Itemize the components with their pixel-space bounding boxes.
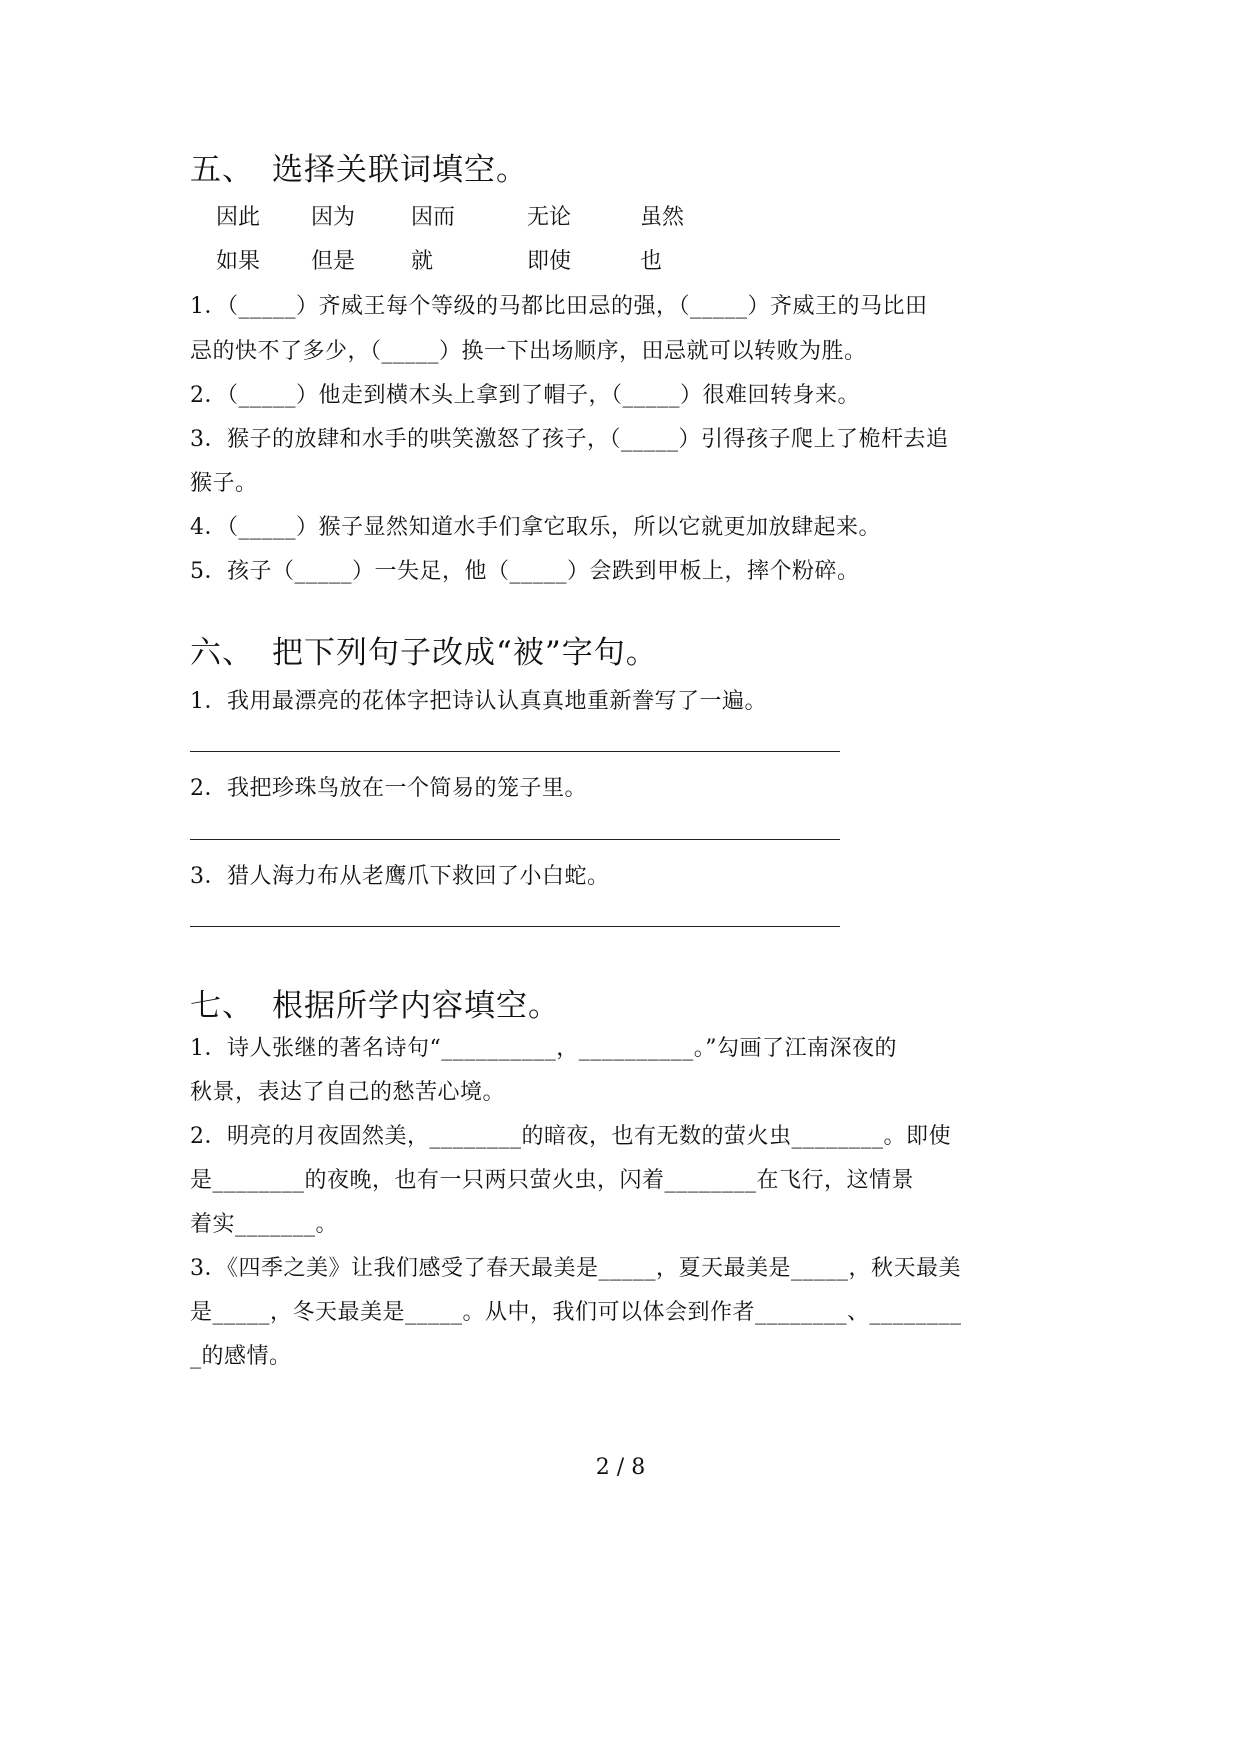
rewrite-item: 3．猎人海力布从老鹰爪下救回了小白蛇。 xyxy=(190,864,610,889)
fill-line: 2．明亮的月夜固然美，________的暗夜，也有无数的萤火虫________。即使 xyxy=(190,1124,951,1149)
word-bank-item: 因而 xyxy=(411,205,456,230)
rewrite-item: 2．我把珍珠鸟放在一个简易的笼子里。 xyxy=(190,776,587,801)
section-7-heading xyxy=(190,980,560,1025)
fill-line: 1．诗人张继的著名诗句“__________，__________。”勾画了江南深夜的 xyxy=(190,1036,897,1061)
word-bank-item: 就 xyxy=(411,249,434,274)
fill-line: 3．《四季之美》让我们感受了春天最美是_____，夏天最美是_____，秋天最美 xyxy=(190,1256,961,1281)
section-5-title: 选择关联词填空。 xyxy=(272,152,528,188)
question-line: 忌的快不了多少，（_____）换一下出场顺序，田忌就可以转败为胜。 xyxy=(190,339,867,364)
answer-line[interactable] xyxy=(190,926,840,927)
section-7-number: 七、 xyxy=(190,988,254,1024)
question-line: 4．（_____）猴子显然知道水手们拿它取乐，所以它就更加放肆起来。 xyxy=(190,515,881,540)
answer-line[interactable] xyxy=(190,751,840,752)
word-bank-item: 虽然 xyxy=(640,205,685,230)
fill-line: _的感情。 xyxy=(190,1344,292,1369)
fill-line: 秋景，表达了自己的愁苦心境。 xyxy=(190,1080,506,1105)
section-6-number: 六、 xyxy=(190,635,254,671)
word-bank-item: 也 xyxy=(640,249,663,274)
question-line: 3．猴子的放肆和水手的哄笑激怒了孩子，（_____）引得孩子爬上了桅杆去追 xyxy=(190,427,949,452)
section-7-title: 根据所学内容填空。 xyxy=(272,988,560,1024)
fill-line: 是________的夜晚，也有一只两只萤火虫，闪着________在飞行，这情景 xyxy=(190,1168,915,1193)
section-6-heading xyxy=(190,627,658,672)
section-6-title: 把下列句子改成“被”字句。 xyxy=(272,635,658,671)
fill-line: 是_____，冬天最美是_____。从中，我们可以体会到作者________、________ xyxy=(190,1300,962,1325)
word-bank-item: 因此 xyxy=(216,205,261,230)
page-number: 2 / 8 xyxy=(595,1455,646,1480)
question-line: 猴子。 xyxy=(190,471,258,496)
fill-line: 着实_______。 xyxy=(190,1212,339,1237)
question-line: 2．（_____）他走到横木头上拿到了帽子，（_____）很难回转身来。 xyxy=(190,383,860,408)
question-line: 5．孩子（_____）一失足，他（_____）会跌到甲板上，摔个粉碎。 xyxy=(190,559,860,584)
word-bank-item: 如果 xyxy=(216,249,261,274)
section-5-heading xyxy=(190,144,528,189)
rewrite-item: 1．我用最漂亮的花体字把诗认认真真地重新誊写了一遍。 xyxy=(190,689,767,714)
answer-line[interactable] xyxy=(190,839,840,840)
word-bank-item: 无论 xyxy=(527,205,572,230)
word-bank-item: 因为 xyxy=(311,205,356,230)
word-bank-item: 但是 xyxy=(311,249,356,274)
word-bank-item: 即使 xyxy=(527,249,572,274)
question-line: 1．（_____）齐威王每个等级的马都比田忌的强，（_____）齐威王的马比田 xyxy=(190,294,928,319)
section-5-number: 五、 xyxy=(190,152,254,188)
